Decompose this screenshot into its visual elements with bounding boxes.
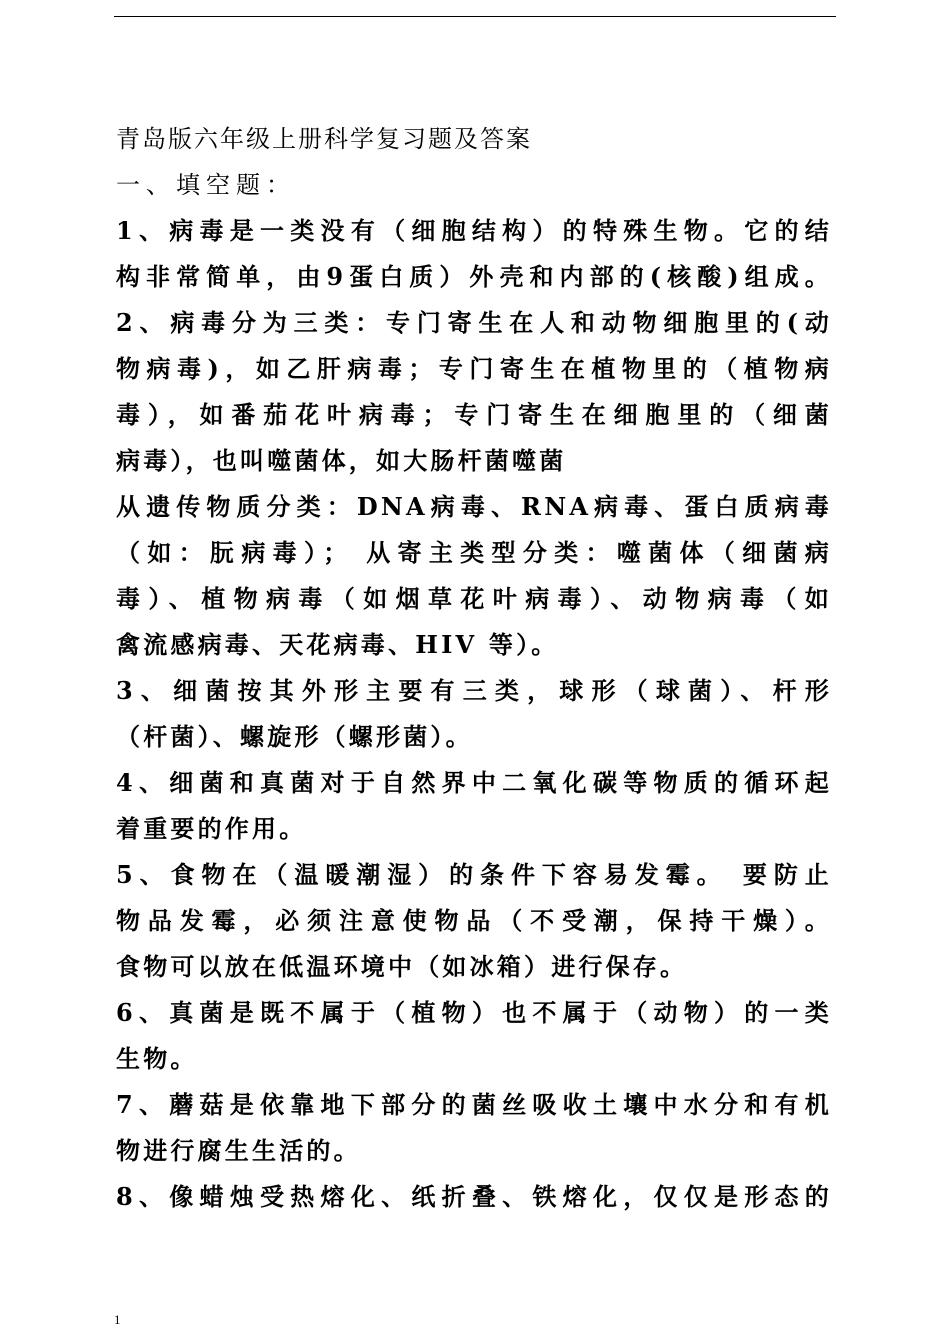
text-line: 病毒），也叫噬菌体，如大肠杆菌噬菌 xyxy=(116,446,567,475)
text-line: 生物。 xyxy=(116,1044,198,1073)
text-line: 毒），如番茄花叶病毒；专门寄生在细胞里的（细菌 xyxy=(116,400,832,429)
text-line: 4、细菌和真菌对于自然界中二氧化碳等物质的循环起 xyxy=(116,768,832,797)
text-line: 构非常简单，由9蛋白质）外壳和内部的(核酸)组成。 xyxy=(116,262,832,291)
text-line: 禽流感病毒、天花病毒、HIV 等）。 xyxy=(116,630,559,659)
text-line: 着重要的作用。 xyxy=(116,814,307,843)
text-line: 物品发霉，必须注意使物品（不受潮，保持干燥）。 xyxy=(116,906,832,935)
text-line: 物进行腐生生活的。 xyxy=(116,1136,361,1165)
section-heading: 一、填空题： xyxy=(116,171,296,199)
document-body xyxy=(116,116,832,1220)
text-line: 2、病毒分为三类：专门寄生在人和动物细胞里的(动 xyxy=(116,308,832,337)
text-line: 6、真菌是既不属于（植物）也不属于（动物）的一类 xyxy=(116,998,832,1027)
text-line: 5、食物在（温暖潮湿）的条件下容易发霉。 要防止 xyxy=(116,860,832,889)
text-line: 从遗传物质分类：DNA病毒、RNA病毒、蛋白质病毒 xyxy=(116,492,832,521)
text-line: 毒）、植物病毒（如烟草花叶病毒）、动物病毒（如 xyxy=(116,584,832,613)
header-rule xyxy=(114,16,836,17)
text-line: （杆菌）、螺旋形（螺形菌）。 xyxy=(116,722,473,751)
text-line: 1、病毒是一类没有（细胞结构）的特殊生物。它的结 xyxy=(116,216,832,245)
text-line: 食物可以放在低温环境中（如冰箱）进行保存。 xyxy=(116,952,688,981)
text-line: 3、细菌按其外形主要有三类，球形（球菌）、杆形 xyxy=(116,676,832,705)
document-text-lines xyxy=(116,208,832,1220)
text-line: 物病毒)，如乙肝病毒；专门寄生在植物里的（植物病 xyxy=(116,354,832,383)
text-line: （如：朊病毒）； 从寄主类型分类：噬菌体（细菌病 xyxy=(116,538,832,567)
document-title: 青岛版六年级上册科学复习题及答案 xyxy=(116,125,532,153)
text-line: 8、像蜡烛受热熔化、纸折叠、铁熔化，仅仅是形态的 xyxy=(116,1182,832,1211)
text-line: 7、蘑菇是依靠地下部分的菌丝吸收土壤中水分和有机 xyxy=(116,1090,832,1119)
page-number: 1 xyxy=(114,1312,121,1327)
